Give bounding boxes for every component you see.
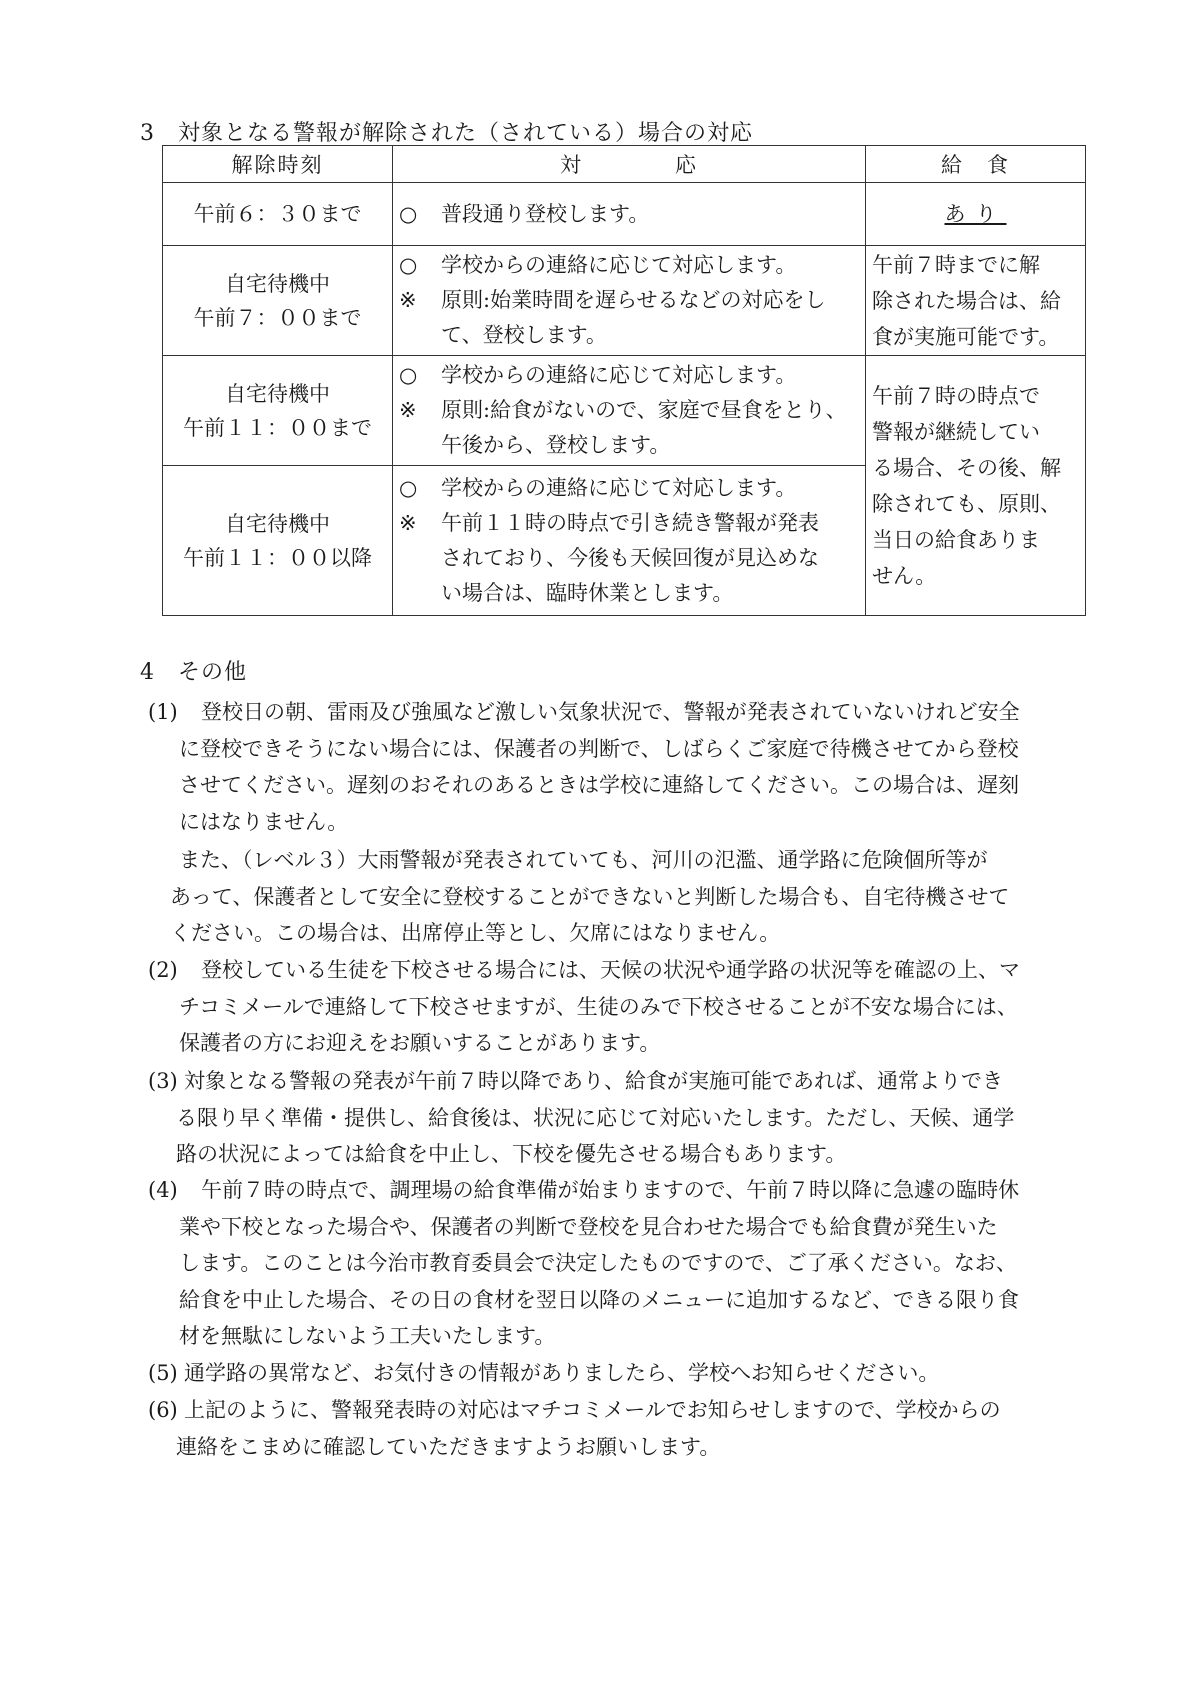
- list-item: [148, 1063, 1088, 1173]
- meal-text: 除されても、原則、: [872, 491, 1061, 516]
- item-number: (3): [148, 1069, 178, 1093]
- response-line: [399, 393, 859, 428]
- table-row: [163, 183, 1086, 246]
- item-number: (1): [148, 700, 178, 724]
- time-label: 午前１１：００以降: [183, 545, 372, 570]
- table-row: [163, 356, 1086, 466]
- item-line: 登校日の朝、雷雨及び強風など激しい気象状況で、警報が発表されていないけれど安全: [201, 700, 1020, 724]
- circle-mark: ○: [399, 475, 418, 500]
- release-response-table: [162, 145, 1086, 616]
- response-text: されており、今後も天候回復が見込めな: [441, 545, 819, 570]
- response-text: 普段通り登校します。: [441, 201, 650, 226]
- note-mark: ※: [399, 288, 417, 312]
- item-number: (2): [148, 958, 178, 982]
- time-label: 自宅待機中: [225, 511, 330, 536]
- response-text: 学校からの連絡に応じて対応します。: [441, 363, 797, 387]
- meal-text: せん。: [872, 563, 937, 588]
- item-line: チコミメールで連絡して下校させますが、生徒のみで下校させることが不安な場合には、: [179, 994, 1018, 1019]
- time-label: 自宅待機中: [225, 381, 330, 406]
- note-mark: ※: [399, 510, 417, 535]
- header-response: 対 応: [393, 146, 866, 183]
- response-line: [399, 506, 859, 541]
- meal-cell: [866, 356, 1086, 616]
- response-text: い場合は、臨時休業とします。: [441, 580, 734, 605]
- time-label: 午前１１：００まで: [183, 415, 372, 440]
- response-line: [399, 248, 859, 283]
- note-mark: ※: [399, 398, 417, 422]
- time-label: 自宅待機中: [225, 271, 330, 296]
- response-line: [399, 471, 859, 506]
- section-3-title: 3 対象となる警報が解除された（されている）場合の対応: [140, 121, 753, 146]
- meal-text: 警報が継続してい: [872, 419, 1040, 444]
- list-item: [148, 1392, 1088, 1465]
- response-text: 学校からの連絡に応じて対応します。: [441, 475, 797, 500]
- item-line: また、（レベル３）大雨警報が発表されていても、河川の氾濫、通学路に危険個所等が: [179, 848, 988, 872]
- circle-mark: ○: [399, 201, 418, 226]
- response-text: 原則:給食がないので、家庭で昼食をとり、: [441, 398, 847, 422]
- item-line: あって、保護者として安全に登校することができないと判断した場合も、自宅待機させて: [170, 884, 1010, 909]
- item-line: 対象となる警報の発表が午前７時以降であり、給食が実施可能であれば、通常よりでき: [184, 1069, 1003, 1093]
- header-release-time: 解除時刻: [163, 146, 393, 183]
- item-number: (5): [148, 1361, 178, 1385]
- meal-text: る場合、その後、解: [872, 455, 1061, 480]
- response-cell: [393, 356, 866, 466]
- meal-text: 午前７時の時点で: [872, 383, 1040, 408]
- release-time-cell: [163, 183, 393, 246]
- header-school-lunch: 給 食: [866, 146, 1086, 183]
- list-item: [148, 952, 1088, 1062]
- meal-cell: [866, 183, 1086, 246]
- item-line: 保護者の方にお迎えをお願いすることがあります。: [179, 1031, 661, 1055]
- item-line: る限り早く準備・提供し、給食後は、状況に応じて対応いたします。ただし、天候、通学: [176, 1105, 1015, 1130]
- response-cell: [393, 466, 866, 616]
- item-line: 通学路の異常など、お気付きの情報がありましたら、学校へお知らせください。: [184, 1361, 940, 1385]
- meal-text: 食が実施可能です。: [872, 324, 1060, 349]
- item-line: 上記のように、警報発表時の対応はマチコミメールでお知らせしますので、学校からの: [184, 1398, 1001, 1422]
- meal-text: 午前７時までに解: [872, 252, 1040, 277]
- section-4-title: 4 その他: [140, 660, 247, 685]
- release-time-cell: [163, 246, 393, 356]
- list-item: [148, 1355, 1088, 1392]
- response-line: [399, 197, 859, 232]
- item-number: (6): [148, 1398, 178, 1422]
- meal-status: あり: [944, 202, 1007, 226]
- release-time-cell: [163, 356, 393, 466]
- response-cell: [393, 246, 866, 356]
- item-line: 路の状況によっては給食を中止し、下校を優先させる場合もあります。: [176, 1142, 847, 1166]
- circle-mark: ○: [399, 253, 418, 277]
- item-line: 材を無駄にしないよう工夫いたします。: [179, 1324, 556, 1348]
- response-text: 学校からの連絡に応じて対応します。: [441, 253, 797, 277]
- list-item: [148, 1172, 1088, 1355]
- item-line: 午前７時の時点で、調理場の給食準備が始まりますので、午前７時以降に急遽の臨時休: [201, 1178, 1020, 1202]
- response-text: て、登校します。: [441, 323, 607, 347]
- item-number: (4): [148, 1178, 178, 1202]
- response-text: 原則:始業時間を遅らせるなどの対応をし: [441, 288, 826, 312]
- time-label: 午前６：３０まで: [193, 202, 362, 226]
- response-cell: [393, 183, 866, 246]
- item-line: に登校できそうにない場合には、保護者の判断で、しばらくご家庭で待機させてから登校: [179, 736, 1019, 761]
- meal-cell: [866, 246, 1086, 356]
- release-time-cell: [163, 466, 393, 616]
- item-line: 登校している生徒を下校させる場合には、天候の状況や通学路の状況等を確認の上、マ: [201, 958, 1020, 982]
- time-label: 午前７：００まで: [193, 305, 362, 330]
- response-text: 午前１１時の時点で引き続き警報が発表: [441, 510, 819, 535]
- table-row: [163, 246, 1086, 356]
- circle-mark: ○: [399, 363, 418, 387]
- item-line: させてください。遅刻のおそれのあるときは学校に連絡してください。この場合は、遅刻: [179, 773, 1019, 797]
- item-line: にはなりません。: [179, 809, 349, 834]
- meal-text: 除された場合は、給: [872, 288, 1061, 313]
- response-line: [399, 283, 859, 318]
- item-line: します。このことは今治市教育委員会で決定したものですので、ご了承ください。なお、: [179, 1251, 1017, 1275]
- item-line: 給食を中止した場合、その日の食材を翌日以降のメニューに追加するなど、できる限り食: [179, 1287, 1019, 1312]
- response-line: [399, 358, 859, 393]
- meal-text: 当日の給食ありま: [872, 527, 1040, 552]
- item-line: 業や下校となった場合や、保護者の判断で登校を見合わせた場合でも給食費が発生いた: [179, 1214, 998, 1239]
- response-text: 午後から、登校します。: [441, 433, 671, 457]
- item-line: ください。この場合は、出席停止等とし、欠席にはなりません。: [170, 921, 781, 945]
- item-line: 連絡をこまめに確認していただきますようお願いします。: [176, 1434, 721, 1459]
- table-header-row: [163, 146, 1086, 183]
- list-item: [148, 694, 1088, 952]
